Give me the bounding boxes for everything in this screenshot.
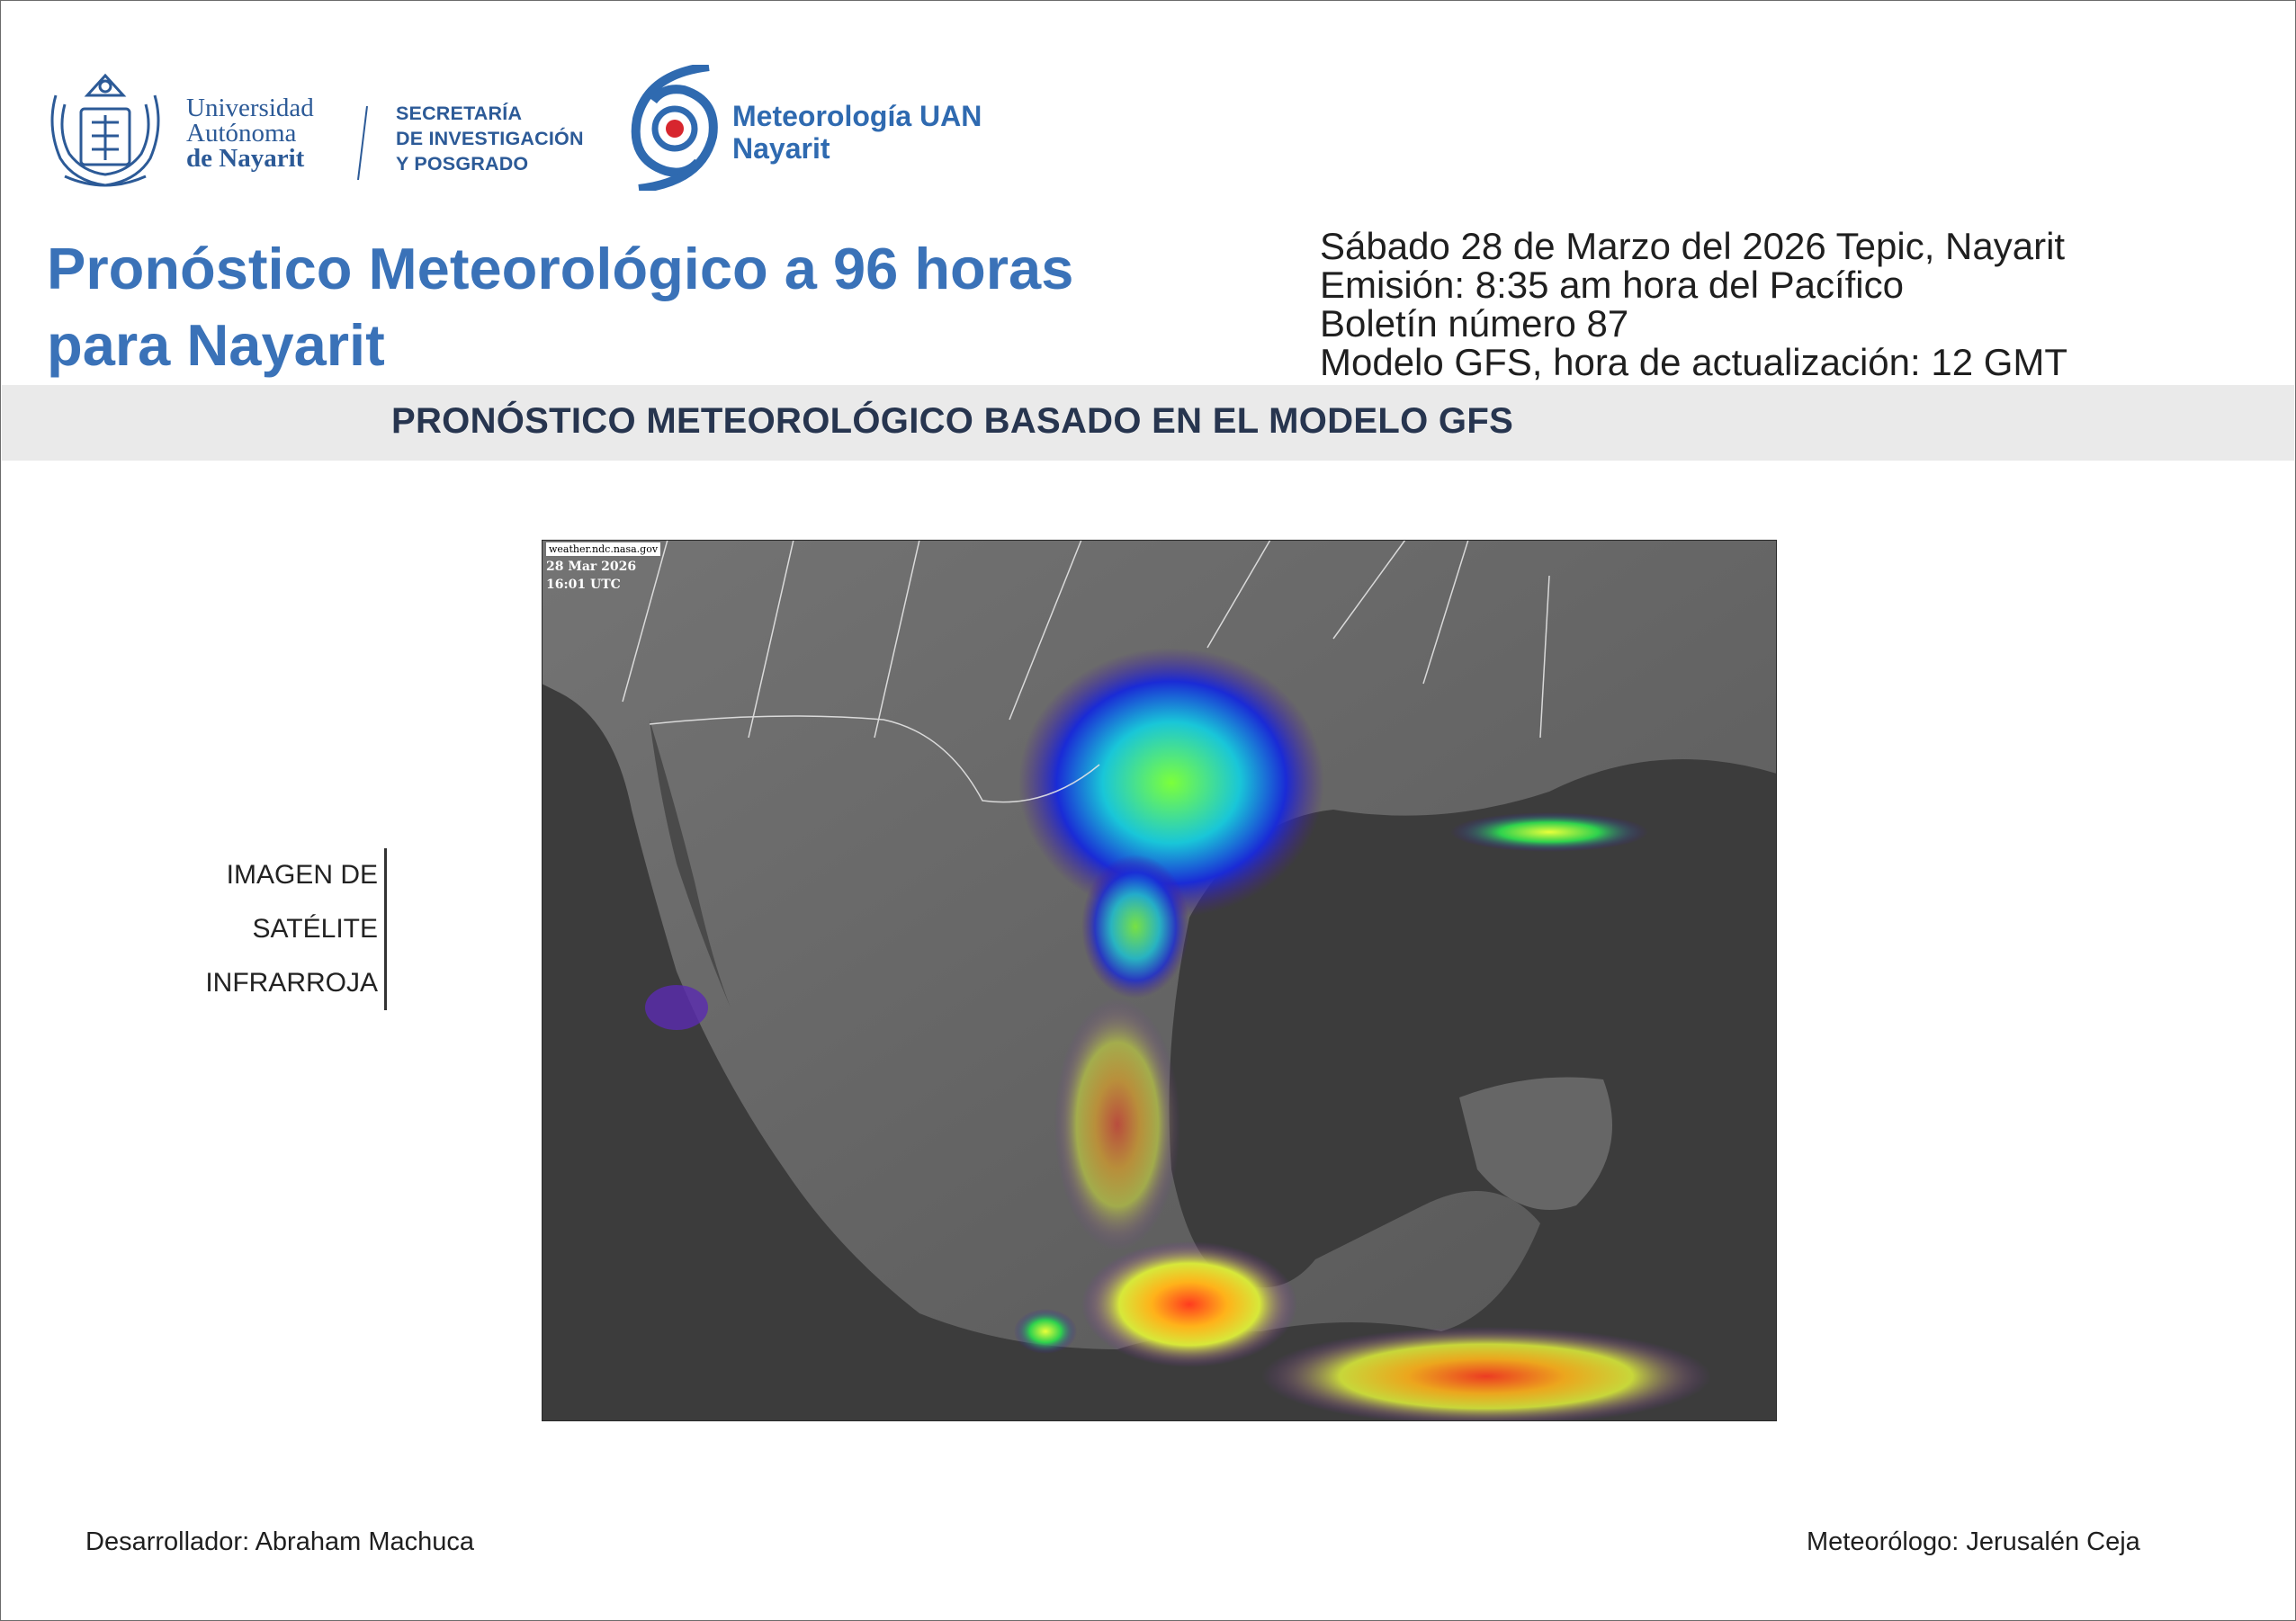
side-label-line2: SATÉLITE (252, 914, 378, 944)
university-crest-icon (38, 59, 173, 194)
satellite-image (542, 540, 1777, 1421)
side-label-line3: INFRARROJA (205, 968, 378, 998)
university-name-line3: de Nayarit (186, 144, 305, 173)
satellite-date: 28 Mar 2026 (546, 560, 637, 574)
satellite-source: weather.ndc.nasa.gov (546, 542, 660, 556)
university-logo (38, 59, 344, 194)
bulletin-number: Boletín número 87 (1320, 302, 1629, 345)
side-label-bar (384, 848, 387, 1010)
footer-meteorologist: Meteorólogo: Jerusalén Ceja (1807, 1527, 2140, 1556)
hurricane-logo-icon (630, 65, 720, 191)
secretaria-logo-text (396, 101, 584, 176)
meteorologia-line2: Nayarit (732, 132, 830, 165)
footer-developer: Desarrollador: Abraham Machuca (85, 1527, 474, 1556)
meteorologia-line1: Meteorología UAN (732, 100, 982, 132)
satellite-map-graphic (542, 540, 1777, 1421)
bulletin-model: Modelo GFS, hora de actualización: 12 GMT (1320, 341, 2068, 383)
meteorologia-logo-text (732, 100, 982, 165)
bulletin-meta (1320, 227, 2067, 381)
secretaria-line1: SECRETARÍA (396, 103, 523, 124)
bulletin-emission: Emisión: 8:35 am hora del Pacífico (1320, 264, 1904, 306)
secretaria-line3: Y POSGRADO (396, 153, 529, 175)
university-name-line1: Universidad (186, 94, 314, 122)
university-name-line2: Autónoma (186, 119, 297, 148)
satellite-side-label (108, 848, 378, 1010)
secretaria-line2: DE INVESTIGACIÓN (396, 128, 584, 149)
satellite-time: 16:01 UTC (546, 578, 621, 592)
university-name (186, 95, 314, 171)
bulletin-date: Sábado 28 de Marzo del 2026 Tepic, Nayarit (1320, 225, 2066, 267)
logo-divider (356, 106, 369, 180)
page-title-line2: para Nayarit (47, 312, 385, 378)
satellite-caption (546, 540, 660, 594)
section-band-title: PRONÓSTICO METEOROLÓGICO BASADO EN EL MODELO GFS (391, 401, 1514, 441)
side-label-line1: IMAGEN DE (226, 860, 378, 890)
page-title-line1: Pronóstico Meteorológico a 96 horas (47, 236, 1074, 301)
page-title (47, 230, 1216, 383)
